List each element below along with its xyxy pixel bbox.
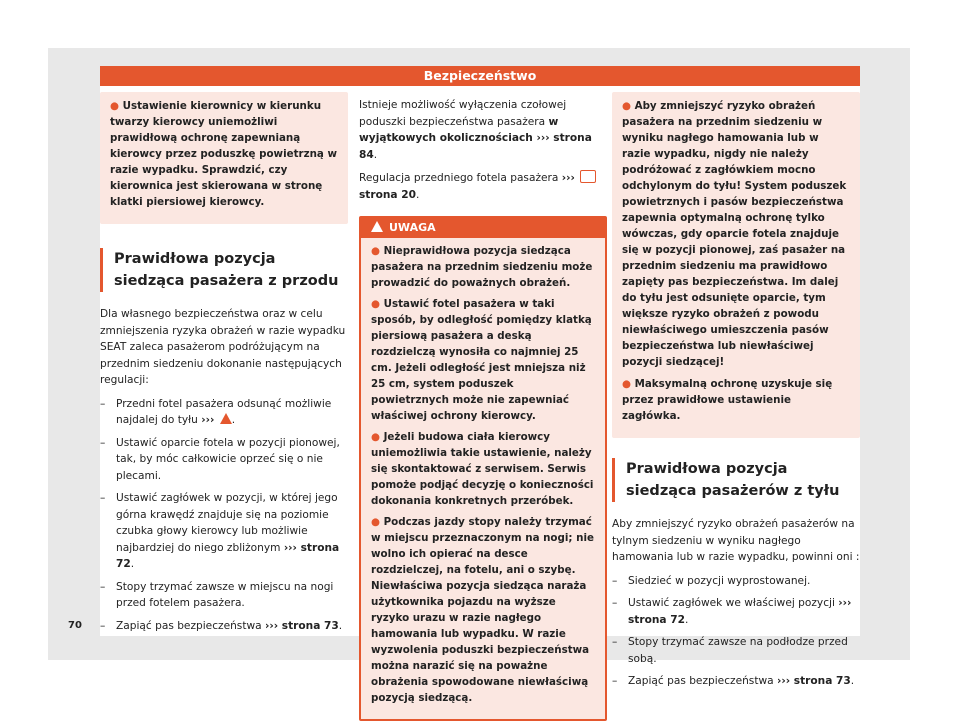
list-item: – Ustawić zagłówek we właściwej pozycji ››› strona 72. — [612, 595, 860, 628]
intro-paragraph: Dla własnego bezpieczeństwa oraz w celu zmniejszenia ryzyka obrażeń w razie wypadku SEAT zaleca pasażerom podróżującym na przednim siedzeniu dokonanie następujących regulacji: — [100, 308, 346, 386]
paragraph: Regulacja przedniego fotela pasażera ››› strona 20. — [359, 170, 607, 203]
intro-paragraph: Aby zmniejszyć ryzyko obrażeń pasażerów na tylnym siedzeniu w wyniku nagłego hamowania lub w razie wypadku, powinni oni : — [612, 518, 860, 563]
list-item: – Przedni fotel pasażera odsunąć możliwie najdalej do tyłu ››› . — [100, 396, 348, 429]
warning-item: ● Jeżeli budowa ciała kierowcy uniemożliwia takie ustawienie, należy się skontaktować z serwisem. Serwis pomoże podjąć decyzję o konieczności dokonania konkretnych przeróbek. — [371, 431, 594, 507]
list-item: – Zapiąć pas bezpieczeństwa ››› strona 73. — [100, 618, 348, 635]
note-box — [100, 92, 348, 224]
box-item: ● Maksymalną ochronę uzyskuje się przez prawidłowe ustawienie zagłówka. — [622, 378, 833, 422]
warning-icon — [371, 221, 383, 232]
adjustment-list — [100, 396, 348, 635]
note-text: Ustawienie kierownicy w kierunku twarzy kierowcy uniemożliwi prawidłową ochronę zapewnianą kierowcy przez poduszkę powietrzną w razie wypadku. Sprawdzić, czy kierownica jest skierowana w stronę klatki piersiowej kierowcy. — [110, 100, 337, 208]
cross-reference-link[interactable]: ››› strona 72 — [116, 541, 340, 570]
column-left — [100, 92, 348, 640]
cross-reference-arrow[interactable]: ››› — [561, 172, 575, 184]
warning-header: UWAGA — [361, 218, 605, 238]
column-right — [612, 92, 860, 696]
manual-book-icon — [580, 170, 596, 183]
list-item: – Stopy trzymać zawsze na podłodze przed sobą. — [612, 634, 860, 667]
warning-item: ● Ustawić fotel pasażera w taki sposób, by odległość pomiędzy klatką piersiową pasażera a deską rozdzielczą wynosiła co najmniej 25 cm. Jeżeli odległość jest mniejsza niż 25 cm, system poduszek powietrznych może nie zapewniać właściwej ochrony kierowcy. — [371, 298, 592, 422]
warning-item: ● Podczas jazdy stopy należy trzymać w miejscu przeznaczonym na nogi; nie wolno ich opierać na desce rozdzielczej, na fotelu, ani o szybę. Niewłaściwa pozycja siedząca naraża użytkownika pojazdu na wyższe ryzyko urazu w razie nagłego hamowania lub wypadku. W razie wyzwolenia poduszki bezpieczeństwa można narazić się na poważne obrażenia spowodowane niewłaściwą pozycją siedzącą. — [371, 516, 594, 704]
section-heading: Prawidłowa pozycja siedząca pasażera z przodu — [100, 248, 348, 292]
box-item: ● Aby zmniejszyć ryzyko obrażeń pasażera na przednim siedzeniu w wyniku nagłego hamowania lub w razie wypadku, nigdy nie należy podróżować z zagłówkiem mocno odchylonym do tyłu! System poduszek powietrznych i pasów bezpieczeństwa zapewnia optymalną ochronę tylko wówczas, gdy oparcie fotela znajduje się w pozycji pionowej, zaś pasażer na przednim siedzeniu ma prawidłowo zapięty pas bezpieczeństwa. Im dalej do tyłu jest odsunięte oparcie, tym większe ryzyko obrażeń z powodu niewłaściwego umieszczenia pasów bezpieczeństwa lub niewłaściwej pozycji siedzącej! — [622, 100, 847, 368]
warning-triangle-icon — [220, 413, 232, 424]
cross-reference-link[interactable]: ››› strona 72 — [628, 597, 852, 626]
list-item: – Siedzieć w pozycji wyprostowanej. — [612, 573, 860, 590]
section-header: Bezpieczeństwo — [100, 66, 860, 86]
list-item: – Stopy trzymać zawsze w miejscu na nogi przed fotelem pasażera. — [100, 579, 348, 612]
warning-item: ● Nieprawidłowa pozycja siedząca pasażera na przednim siedzeniu może prowadzić do poważnych obrażeń. — [371, 245, 593, 289]
warning-continuation-box — [612, 92, 860, 438]
warning-box — [359, 216, 607, 721]
section-heading: Prawidłowa pozycja siedząca pasażerów z tyłu — [612, 458, 860, 502]
warning-body — [361, 238, 605, 719]
rear-list — [612, 573, 860, 690]
bullet-icon: ● — [110, 100, 119, 112]
cross-reference-link[interactable]: ››› strona 73 — [777, 675, 851, 687]
list-item: – Ustawić oparcie fotela w pozycji pionowej, tak, by móc całkowicie oprzeć się o nie plecami. — [100, 435, 348, 485]
cross-reference-link[interactable]: ››› strona 73 — [265, 619, 339, 632]
paragraph: Istnieje możliwość wyłączenia czołowej poduszki bezpieczeństwa pasażera w wyjątkowych okolicznościach ››› strona 84. — [359, 99, 592, 161]
cross-reference-link[interactable]: w wyjątkowych okolicznościach ››› strona 84 — [359, 115, 592, 161]
cross-reference-link[interactable]: ››› — [201, 414, 215, 426]
column-middle — [359, 97, 607, 721]
cross-reference-link[interactable]: strona 20 — [359, 188, 416, 201]
list-item: – Zapiąć pas bezpieczeństwa ››› strona 73. — [612, 673, 860, 690]
list-item: – Ustawić zagłówek w pozycji, w której jego górna krawędź znajduje się na poziomie czubka głowy kierowcy lub możliwie najbardziej do niego zbliżonym ››› strona 72. — [100, 490, 348, 573]
page-number: 70 — [68, 620, 82, 631]
